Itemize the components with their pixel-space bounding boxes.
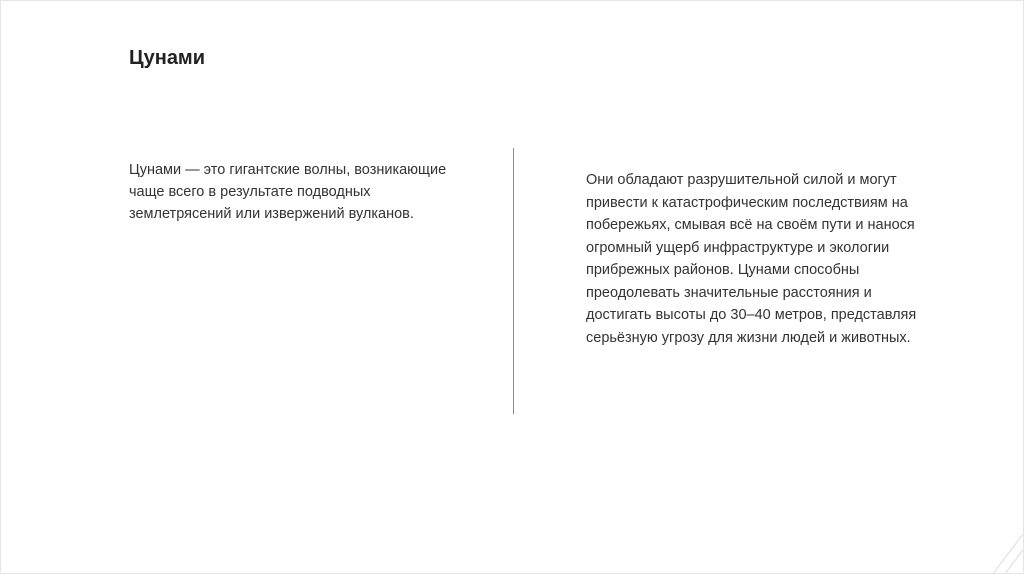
left-column-text: Цунами — это гигантские волны, возникающие чаще всего в результате подводных землетрясений или извержений вулканов.	[129, 162, 447, 222]
column-divider	[513, 148, 514, 414]
right-column-text: Они обладают разрушительной силой и могут привести к катастрофическим последствиям на побережьях, смывая всё на своём пути и нанося огромный ущерб инфраструктуре и экологии прибрежных районов. Цунами способны преодолевать значительные расстояния и достигать высоты до 30–40 метров, представляя серьёзную угрозу для жизни людей и животных.	[586, 172, 917, 346]
corner-decoration	[993, 533, 1023, 573]
slide-title: Цунами	[129, 47, 206, 69]
